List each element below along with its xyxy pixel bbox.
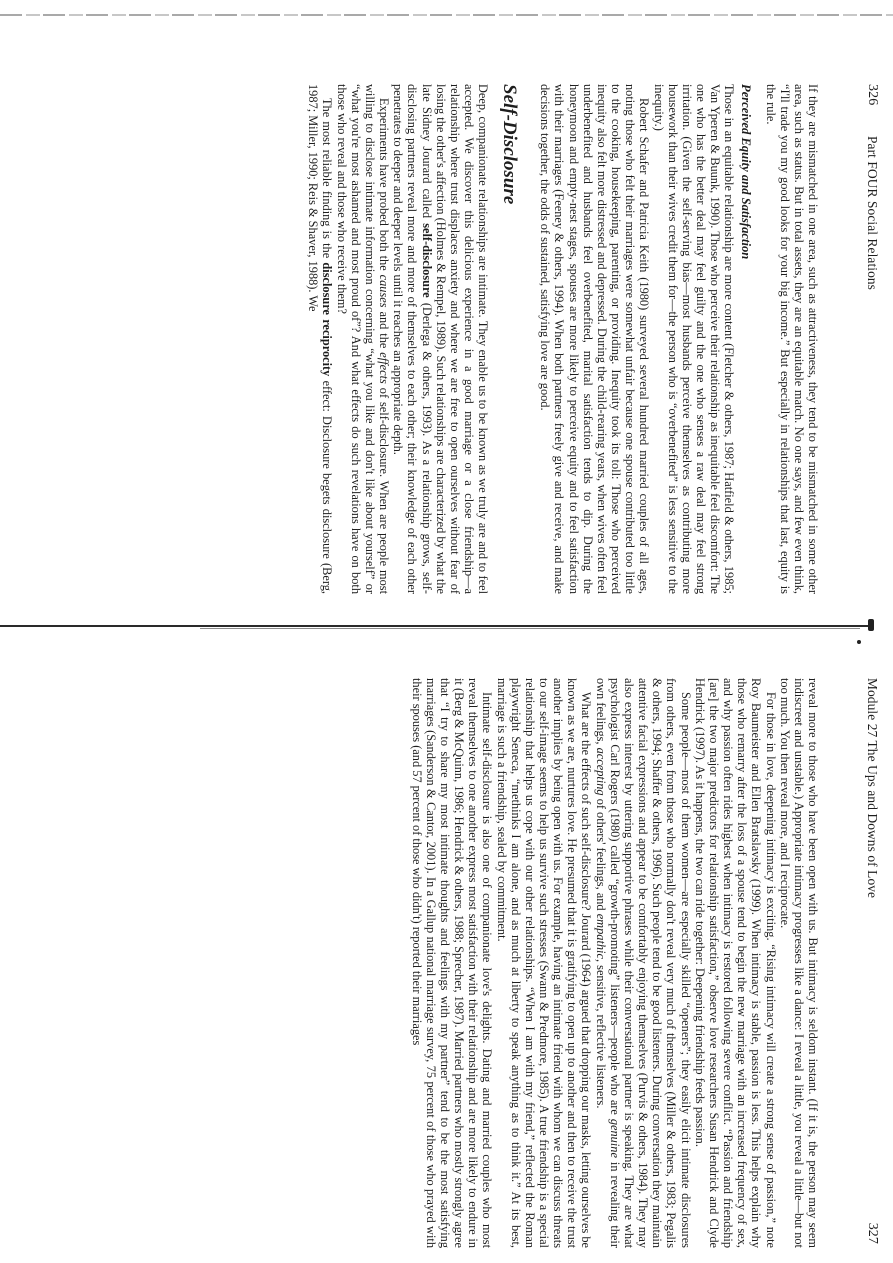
subheading: Perceived Equity and Satisfaction xyxy=(739,84,754,260)
paragraph: Intimate self-disclosure is also one of companionate love's delights. Dating and married couples who most reveal themselves to one another express most satisfaction with their relationship and are more likely to endure in it (Berg & McQuinn, 1986; Hendrick & others, 1988; Sprecher, 1987). Married partners who mostly strongly agree that “I try to share my most intimate thoughts and feelings with my partner” tend to be the most satisfying marriages (Sanderson & Cantor, 2001). In a Gallup national marriage survey, 75 percent of those who prayed with their spouses (and 57 percent of those who didn't) reported their marriages xyxy=(409,678,495,1248)
running-head-title: Part FOUR Social Relations xyxy=(865,136,880,290)
running-head xyxy=(854,84,880,594)
paragraph: The most reliable finding is the disclosure reciprocity effect: Disclosure begets disclosure (Berg, 1987; Miller, 1990; Reis & Shaver, 1988). We xyxy=(306,84,335,595)
key-term: disclosure reciprocity xyxy=(320,262,335,377)
page-number: 327 xyxy=(865,1222,880,1244)
paragraph: Experiments have probed both the causes and the effects of self-disclosure. When are people most willing to disclose intimate information concerning “what you like and don't like about yourself” or “what you're most ashamed and most proud of”? And what effects do such revelations have on both those who reveal and those who receive them? xyxy=(334,84,392,594)
paragraph: Some people—most of them women—are especially skilled “openers”; they easily elicit intimate disclosures from others, even from those who normally don't reveal very much of themselves (Miller & others, 1983; Pegalis & others, 1994; Shaffer & others, 1996). Such people tend to be good listeners. During conversation they maintain attentive facial expressions and appear to be comfortably enjoying themselves (Purvis & others, 1984). They may also express interest by uttering supportive phrases while their conversational partner is speaking. They are what psychologist Carl Rogers (1980) called “growth-promoting” listeners—people who are genuine in revealing their own feelings, accepting of others' feelings, and empathic, sensitive, reflective listeners. xyxy=(593,678,693,1248)
running-head xyxy=(854,678,880,1248)
paragraph: Deep, companionate relationships are intimate. They enable us to be known as we truly are and to feel accepted. We discover this delicious experience in a good marriage or a close friendship—a relationship where trust displaces anxiety and where we are free to open ourselves without fear of losing the other's affection (Holmes & Rempel, 1989). Such relationships are characterized by what the late Sidney Jourard called self-disclosure (Derlega & others, 1993). As a relationship grows, self-disclosing partners reveal more and more of themselves to each other; their knowledge of each other penetrates to deeper and deeper levels until it reaches an appropriate depth. xyxy=(391,84,491,594)
paragraph: For those in love, deepening intimacy is exciting. “Rising intimacy will create a strong sense of passion,” note Roy Baumeister and Ellen Bratslavsky (1999). When intimacy is stable, passion is less. This helps explain why those who remarry after the loss of a spouse tend to begin the new marriage with an increased frequency of sex, and why passion often rides highest when intimacy is restored following severe conflict. “Passion and friendship [are] the two major predictors for relationship satisfaction,” observe love researchers Susan Hendrick and Clyde Hendrick (1997). As it happens, the two can ride together: Deepening friendship feeds passion. xyxy=(692,678,778,1248)
page-body xyxy=(302,678,820,1248)
left-page xyxy=(302,84,880,594)
section-heading: Self-Disclosure xyxy=(499,84,521,205)
page-body xyxy=(302,84,820,594)
paragraph: Those in an equitable relationship are more content (Fletcher & others, 1987; Hatfield & others, 1985; Van Yperen & Buunk, 1990). Those who perceive their relationship as inequitable feel discomfort: The one who has the better deal may feel guilty and the one who senses a raw deal may feel strong irritation. (Given the self-serving bias—most husbands perceive themselves as contributing more housework than their wives credit them for—the person who is “overbenefited” is less sensitive to the inequity.) xyxy=(651,84,737,594)
paragraph: Robert Schafer and Patricia Keith (1980) surveyed several hundred married couples of all ages, noting those who felt their marriages were somewhat unfair because one spouse contributed too little to the cooking, housekeeping, parenting, or providing. Inequity took its toll: Those who perceived inequity also felt more distressed and depressed. During the child-rearing years, when wives often feel underbenefited and husbands feel overbenefited, marital satisfaction tends to dip. During the honeymoon and empty-nest stages, spouses are more likely to perceive equity and to feel satisfaction with their marriages (Feeney & others, 1994). When both partners freely give and receive, and make decisions together, the odds of sustained, satisfying love are good. xyxy=(538,84,652,594)
right-page xyxy=(302,678,880,1248)
page-number: 326 xyxy=(865,84,880,106)
paragraph: What are the effects of such self-disclosure? Jourard (1964) argued that dropping our masks, letting ourselves be known as we are, nurtures love. He presumed that it is gratifying to open up to another and then to receive the trust another implies by being open with us. For example, having an intimate friend with whom we can discuss threats to our self-image seems to help us survive such stresses (Swann & Predmore, 1985). A true friendship is a special relationship that helps us cope with our other relationships. “When I am with my friend,” reflected the Roman playwright Seneca, “methinks I am alone, and as much at liberty to speak anything as to think it.” At its best, marriage is such a friendship, sealed by commitment. xyxy=(494,678,594,1248)
paragraph: reveal more to those who have been open with us. But intimacy is seldom instant. (If it is, the person may seem indiscreet and unstable.) Appropriate intimacy progresses like a dance: I reveal a little, you reveal a little—but not too much. You then reveal more, and I reciprocate. xyxy=(777,678,820,1248)
paragraph: If they are mismatched in one area, such as attractiveness, they tend to be mismatched in some other area, such as status. But in total assets, they are an equitable match. No one says, and few even think, “I'll trade you my good looks for your big income.” But especially in relationships that last, equity is the rule. xyxy=(763,84,820,594)
key-term: self-disclosure xyxy=(419,223,434,298)
running-head-title: Module 27 The Ups and Downs of Love xyxy=(865,678,880,899)
